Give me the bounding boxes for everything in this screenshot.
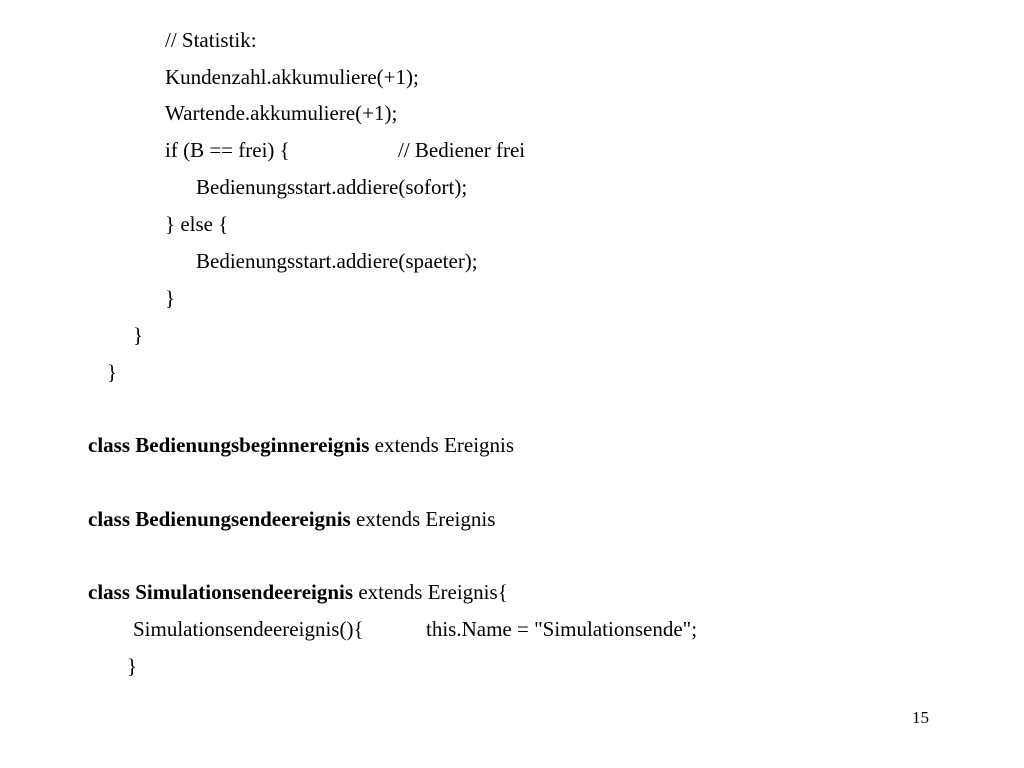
code-close-method: } bbox=[133, 323, 144, 347]
class-name: class Simulationsendeereignis bbox=[88, 580, 354, 604]
code-line-else: } else { bbox=[165, 212, 229, 236]
class-declaration-bedienungsende bbox=[88, 506, 495, 532]
class-declaration-simulationsende bbox=[88, 579, 508, 605]
code-line-if: if (B == frei) { bbox=[165, 138, 290, 162]
class-name: class Bedienungsbeginnereignis bbox=[88, 433, 370, 457]
code-line-kundenzahl: Kundenzahl.akkumuliere(+1); bbox=[165, 65, 419, 89]
class-extends: extends Ereignis bbox=[355, 507, 496, 531]
class-extends: extends Ereignis bbox=[374, 433, 515, 457]
code-comment-bediener: // Bediener frei bbox=[398, 138, 526, 162]
code-close-class3: } bbox=[127, 654, 138, 678]
code-line-start-sofort: Bedienungsstart.addiere(sofort); bbox=[196, 175, 468, 199]
code-close-if: } bbox=[165, 286, 176, 310]
page-number: 15 bbox=[912, 708, 929, 727]
code-line-constructor-signature: Simulationsendeereignis(){ bbox=[133, 617, 364, 641]
code-close-class: } bbox=[107, 360, 118, 384]
code-line-constructor-body: this.Name = "Simulationsende"; bbox=[426, 617, 698, 641]
code-comment-statistik: // Statistik: bbox=[165, 28, 257, 52]
code-line-start-spaeter: Bedienungsstart.addiere(spaeter); bbox=[196, 249, 478, 273]
class-extends: extends Ereignis{ bbox=[358, 580, 508, 604]
class-declaration-bedienungsbeginn bbox=[88, 432, 514, 458]
class-name: class Bedienungsendeereignis bbox=[88, 507, 351, 531]
code-line-wartende: Wartende.akkumuliere(+1); bbox=[165, 101, 398, 125]
